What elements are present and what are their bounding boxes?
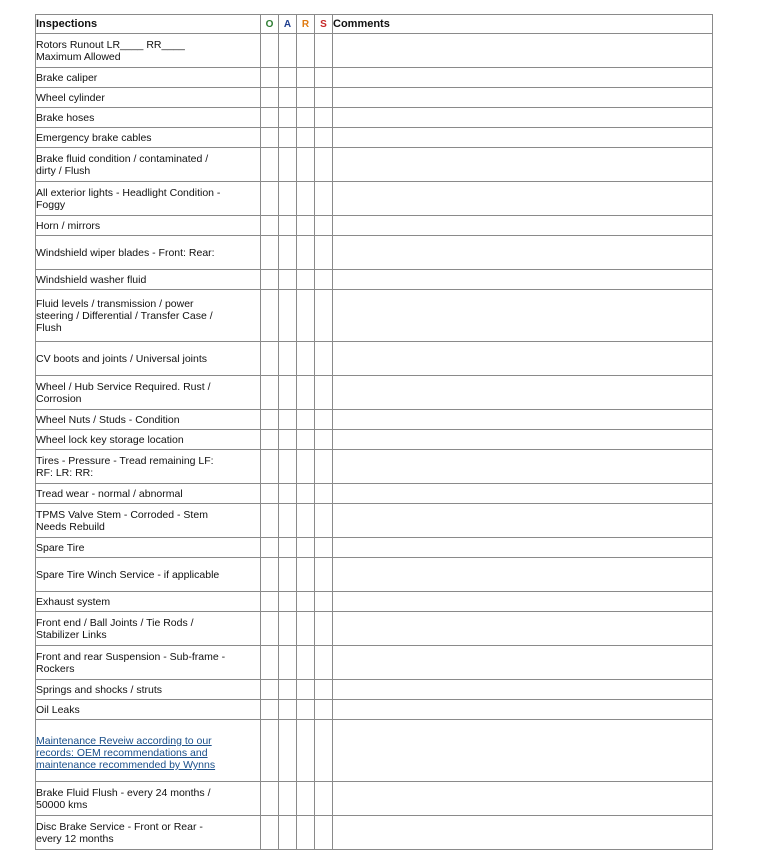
table-row	[36, 34, 713, 68]
a-header: A	[279, 15, 297, 34]
o-checkbox-cell[interactable]	[261, 592, 279, 612]
r-checkbox-cell[interactable]	[297, 108, 315, 128]
a-checkbox-cell[interactable]	[279, 236, 297, 270]
comment-cell[interactable]	[333, 68, 713, 88]
a-checkbox-cell[interactable]	[279, 504, 297, 538]
inspection-item: Brake hoses	[36, 108, 261, 128]
s-checkbox-cell[interactable]	[315, 700, 333, 720]
inspections-header: Inspections	[36, 15, 261, 34]
s-checkbox-cell[interactable]	[315, 782, 333, 816]
o-checkbox-cell[interactable]	[261, 128, 279, 148]
o-header: O	[261, 15, 279, 34]
a-checkbox-cell[interactable]	[279, 88, 297, 108]
comment-cell[interactable]	[333, 430, 713, 450]
o-checkbox-cell[interactable]	[261, 450, 279, 484]
r-checkbox-cell[interactable]	[297, 612, 315, 646]
comment-cell[interactable]	[333, 612, 713, 646]
inspection-item: Front end / Ball Joints / Tie Rods / Stabilizer Links	[36, 612, 261, 646]
table-row	[36, 430, 713, 450]
r-checkbox-cell[interactable]	[297, 88, 315, 108]
r-checkbox-cell[interactable]	[297, 430, 315, 450]
o-checkbox-cell[interactable]	[261, 236, 279, 270]
comment-cell[interactable]	[333, 700, 713, 720]
o-checkbox-cell[interactable]	[261, 484, 279, 504]
comment-cell[interactable]	[333, 34, 713, 68]
comment-cell[interactable]	[333, 504, 713, 538]
inspection-item: Tread wear - normal / abnormal	[36, 484, 261, 504]
a-checkbox-cell[interactable]	[279, 592, 297, 612]
table-row	[36, 592, 713, 612]
comment-cell[interactable]	[333, 342, 713, 376]
comment-cell[interactable]	[333, 720, 713, 782]
o-checkbox-cell[interactable]	[261, 68, 279, 88]
a-checkbox-cell[interactable]	[279, 148, 297, 182]
comment-cell[interactable]	[333, 816, 713, 850]
o-checkbox-cell[interactable]	[261, 430, 279, 450]
inspection-table	[35, 14, 713, 850]
o-checkbox-cell[interactable]	[261, 612, 279, 646]
r-checkbox-cell[interactable]	[297, 720, 315, 782]
s-checkbox-cell[interactable]	[315, 182, 333, 216]
table-row	[36, 376, 713, 410]
o-checkbox-cell[interactable]	[261, 720, 279, 782]
table-row	[36, 558, 713, 592]
o-checkbox-cell[interactable]	[261, 816, 279, 850]
inspection-item: Front and rear Suspension - Sub-frame - Rockers	[36, 646, 261, 680]
s-checkbox-cell[interactable]	[315, 290, 333, 342]
s-checkbox-cell[interactable]	[315, 680, 333, 700]
s-checkbox-cell[interactable]	[315, 342, 333, 376]
table-row	[36, 410, 713, 430]
a-checkbox-cell[interactable]	[279, 430, 297, 450]
comment-cell[interactable]	[333, 270, 713, 290]
inspection-item: TPMS Valve Stem - Corroded - Stem Needs Rebuild	[36, 504, 261, 538]
comment-cell[interactable]	[333, 148, 713, 182]
table-row	[36, 700, 713, 720]
a-checkbox-cell[interactable]	[279, 538, 297, 558]
s-checkbox-cell[interactable]	[315, 410, 333, 430]
inspection-item: Brake fluid condition / contaminated / dirty / Flush	[36, 148, 261, 182]
table-row	[36, 646, 713, 680]
a-checkbox-cell[interactable]	[279, 410, 297, 430]
comment-cell[interactable]	[333, 484, 713, 504]
inspection-item: Windshield wiper blades - Front: Rear:	[36, 236, 261, 270]
a-checkbox-cell[interactable]	[279, 216, 297, 236]
a-checkbox-cell[interactable]	[279, 450, 297, 484]
s-checkbox-cell[interactable]	[315, 376, 333, 410]
s-checkbox-cell[interactable]	[315, 430, 333, 450]
a-checkbox-cell[interactable]	[279, 646, 297, 680]
table-row	[36, 216, 713, 236]
table-row	[36, 290, 713, 342]
r-checkbox-cell[interactable]	[297, 680, 315, 700]
o-checkbox-cell[interactable]	[261, 88, 279, 108]
a-checkbox-cell[interactable]	[279, 342, 297, 376]
comment-cell[interactable]	[333, 376, 713, 410]
o-checkbox-cell[interactable]	[261, 376, 279, 410]
r-checkbox-cell[interactable]	[297, 376, 315, 410]
s-checkbox-cell[interactable]	[315, 34, 333, 68]
header-row	[36, 15, 713, 34]
o-checkbox-cell[interactable]	[261, 700, 279, 720]
a-checkbox-cell[interactable]	[279, 290, 297, 342]
a-checkbox-cell[interactable]	[279, 108, 297, 128]
s-checkbox-cell[interactable]	[315, 270, 333, 290]
comment-cell[interactable]	[333, 558, 713, 592]
r-checkbox-cell[interactable]	[297, 484, 315, 504]
o-checkbox-cell[interactable]	[261, 34, 279, 68]
r-checkbox-cell[interactable]	[297, 410, 315, 430]
s-checkbox-cell[interactable]	[315, 450, 333, 484]
table-row	[36, 270, 713, 290]
inspection-item: Rotors Runout LR____ RR____ Maximum Allowed	[36, 34, 261, 68]
comment-cell[interactable]	[333, 646, 713, 680]
r-checkbox-cell[interactable]	[297, 270, 315, 290]
s-checkbox-cell[interactable]	[315, 484, 333, 504]
r-checkbox-cell[interactable]	[297, 342, 315, 376]
comment-cell[interactable]	[333, 236, 713, 270]
s-checkbox-cell[interactable]	[315, 108, 333, 128]
table-row	[36, 108, 713, 128]
o-checkbox-cell[interactable]	[261, 182, 279, 216]
s-checkbox-cell[interactable]	[315, 504, 333, 538]
comment-cell[interactable]	[333, 782, 713, 816]
a-checkbox-cell[interactable]	[279, 700, 297, 720]
o-checkbox-cell[interactable]	[261, 216, 279, 236]
o-checkbox-cell[interactable]	[261, 782, 279, 816]
r-checkbox-cell[interactable]	[297, 782, 315, 816]
a-checkbox-cell[interactable]	[279, 816, 297, 850]
r-checkbox-cell[interactable]	[297, 450, 315, 484]
inspection-item: Disc Brake Service - Front or Rear - every 12 months	[36, 816, 261, 850]
table-row	[36, 182, 713, 216]
inspection-item: CV boots and joints / Universal joints	[36, 342, 261, 376]
table-row	[36, 720, 713, 782]
inspection-item: Oil Leaks	[36, 700, 261, 720]
s-checkbox-cell[interactable]	[315, 646, 333, 680]
table-row	[36, 342, 713, 376]
table-row	[36, 148, 713, 182]
s-header: S	[315, 15, 333, 34]
comment-cell[interactable]	[333, 182, 713, 216]
table-row	[36, 68, 713, 88]
comment-cell[interactable]	[333, 410, 713, 430]
r-checkbox-cell[interactable]	[297, 182, 315, 216]
table-row	[36, 612, 713, 646]
o-checkbox-cell[interactable]	[261, 646, 279, 680]
comment-cell[interactable]	[333, 88, 713, 108]
comment-cell[interactable]	[333, 450, 713, 484]
inspection-item: Horn / mirrors	[36, 216, 261, 236]
s-checkbox-cell[interactable]	[315, 720, 333, 782]
comment-cell[interactable]	[333, 216, 713, 236]
a-checkbox-cell[interactable]	[279, 270, 297, 290]
a-checkbox-cell[interactable]	[279, 376, 297, 410]
inspection-item: Wheel cylinder	[36, 88, 261, 108]
inspection-item: Springs and shocks / struts	[36, 680, 261, 700]
comment-cell[interactable]	[333, 290, 713, 342]
s-checkbox-cell[interactable]	[315, 816, 333, 850]
a-checkbox-cell[interactable]	[279, 612, 297, 646]
o-checkbox-cell[interactable]	[261, 504, 279, 538]
r-checkbox-cell[interactable]	[297, 128, 315, 148]
s-checkbox-cell[interactable]	[315, 612, 333, 646]
table-row	[36, 680, 713, 700]
inspection-item: Wheel lock key storage location	[36, 430, 261, 450]
table-row	[36, 816, 713, 850]
r-checkbox-cell[interactable]	[297, 558, 315, 592]
inspection-item: Exhaust system	[36, 592, 261, 612]
inspection-item: All exterior lights - Headlight Condition - Foggy	[36, 182, 261, 216]
table-row	[36, 128, 713, 148]
table-row	[36, 450, 713, 484]
table-row	[36, 504, 713, 538]
s-checkbox-cell[interactable]	[315, 236, 333, 270]
o-checkbox-cell[interactable]	[261, 342, 279, 376]
o-checkbox-cell[interactable]	[261, 538, 279, 558]
a-checkbox-cell[interactable]	[279, 182, 297, 216]
o-checkbox-cell[interactable]	[261, 108, 279, 128]
a-checkbox-cell[interactable]	[279, 34, 297, 68]
r-checkbox-cell[interactable]	[297, 68, 315, 88]
r-checkbox-cell[interactable]	[297, 816, 315, 850]
table-row	[36, 782, 713, 816]
o-checkbox-cell[interactable]	[261, 270, 279, 290]
s-checkbox-cell[interactable]	[315, 538, 333, 558]
r-checkbox-cell[interactable]	[297, 538, 315, 558]
r-checkbox-cell[interactable]	[297, 700, 315, 720]
inspection-item: Emergency brake cables	[36, 128, 261, 148]
s-checkbox-cell[interactable]	[315, 216, 333, 236]
a-checkbox-cell[interactable]	[279, 782, 297, 816]
comment-cell[interactable]	[333, 128, 713, 148]
a-checkbox-cell[interactable]	[279, 128, 297, 148]
o-checkbox-cell[interactable]	[261, 290, 279, 342]
table-row	[36, 236, 713, 270]
r-checkbox-cell[interactable]	[297, 34, 315, 68]
comment-cell[interactable]	[333, 538, 713, 558]
a-checkbox-cell[interactable]	[279, 680, 297, 700]
s-checkbox-cell[interactable]	[315, 128, 333, 148]
a-checkbox-cell[interactable]	[279, 720, 297, 782]
table-row	[36, 538, 713, 558]
inspection-item: Windshield washer fluid	[36, 270, 261, 290]
s-checkbox-cell[interactable]	[315, 88, 333, 108]
s-checkbox-cell[interactable]	[315, 68, 333, 88]
r-checkbox-cell[interactable]	[297, 592, 315, 612]
inspection-item: Wheel Nuts / Studs - Condition	[36, 410, 261, 430]
o-checkbox-cell[interactable]	[261, 680, 279, 700]
inspection-item: Wheel / Hub Service Required. Rust / Corrosion	[36, 376, 261, 410]
table-row	[36, 484, 713, 504]
comments-header: Comments	[333, 15, 713, 34]
inspection-item: Brake Fluid Flush - every 24 months / 50000 kms	[36, 782, 261, 816]
r-checkbox-cell[interactable]	[297, 290, 315, 342]
o-checkbox-cell[interactable]	[261, 558, 279, 592]
inspection-item: Spare Tire Winch Service - if applicable	[36, 558, 261, 592]
inspection-item: Fluid levels / transmission / power steering / Differential / Transfer Case / Flush	[36, 290, 261, 342]
s-checkbox-cell[interactable]	[315, 592, 333, 612]
a-checkbox-cell[interactable]	[279, 484, 297, 504]
inspection-item: Spare Tire	[36, 538, 261, 558]
comment-cell[interactable]	[333, 592, 713, 612]
inspection-item: Tires - Pressure - Tread remaining LF: RF: LR: RR:	[36, 450, 261, 484]
s-checkbox-cell[interactable]	[315, 558, 333, 592]
r-checkbox-cell[interactable]	[297, 236, 315, 270]
r-checkbox-cell[interactable]	[297, 504, 315, 538]
r-checkbox-cell[interactable]	[297, 646, 315, 680]
table-row	[36, 88, 713, 108]
r-header: R	[297, 15, 315, 34]
comment-cell[interactable]	[333, 108, 713, 128]
inspection-item	[36, 720, 261, 782]
s-checkbox-cell[interactable]	[315, 148, 333, 182]
a-checkbox-cell[interactable]	[279, 558, 297, 592]
o-checkbox-cell[interactable]	[261, 410, 279, 430]
r-checkbox-cell[interactable]	[297, 148, 315, 182]
maintenance-review-link[interactable]: Maintenance Reveiw according to our records: OEM recommendations and maintenance recommended by Wynns	[36, 735, 216, 771]
comment-cell[interactable]	[333, 680, 713, 700]
inspection-item: Brake caliper	[36, 68, 261, 88]
r-checkbox-cell[interactable]	[297, 216, 315, 236]
a-checkbox-cell[interactable]	[279, 68, 297, 88]
o-checkbox-cell[interactable]	[261, 148, 279, 182]
